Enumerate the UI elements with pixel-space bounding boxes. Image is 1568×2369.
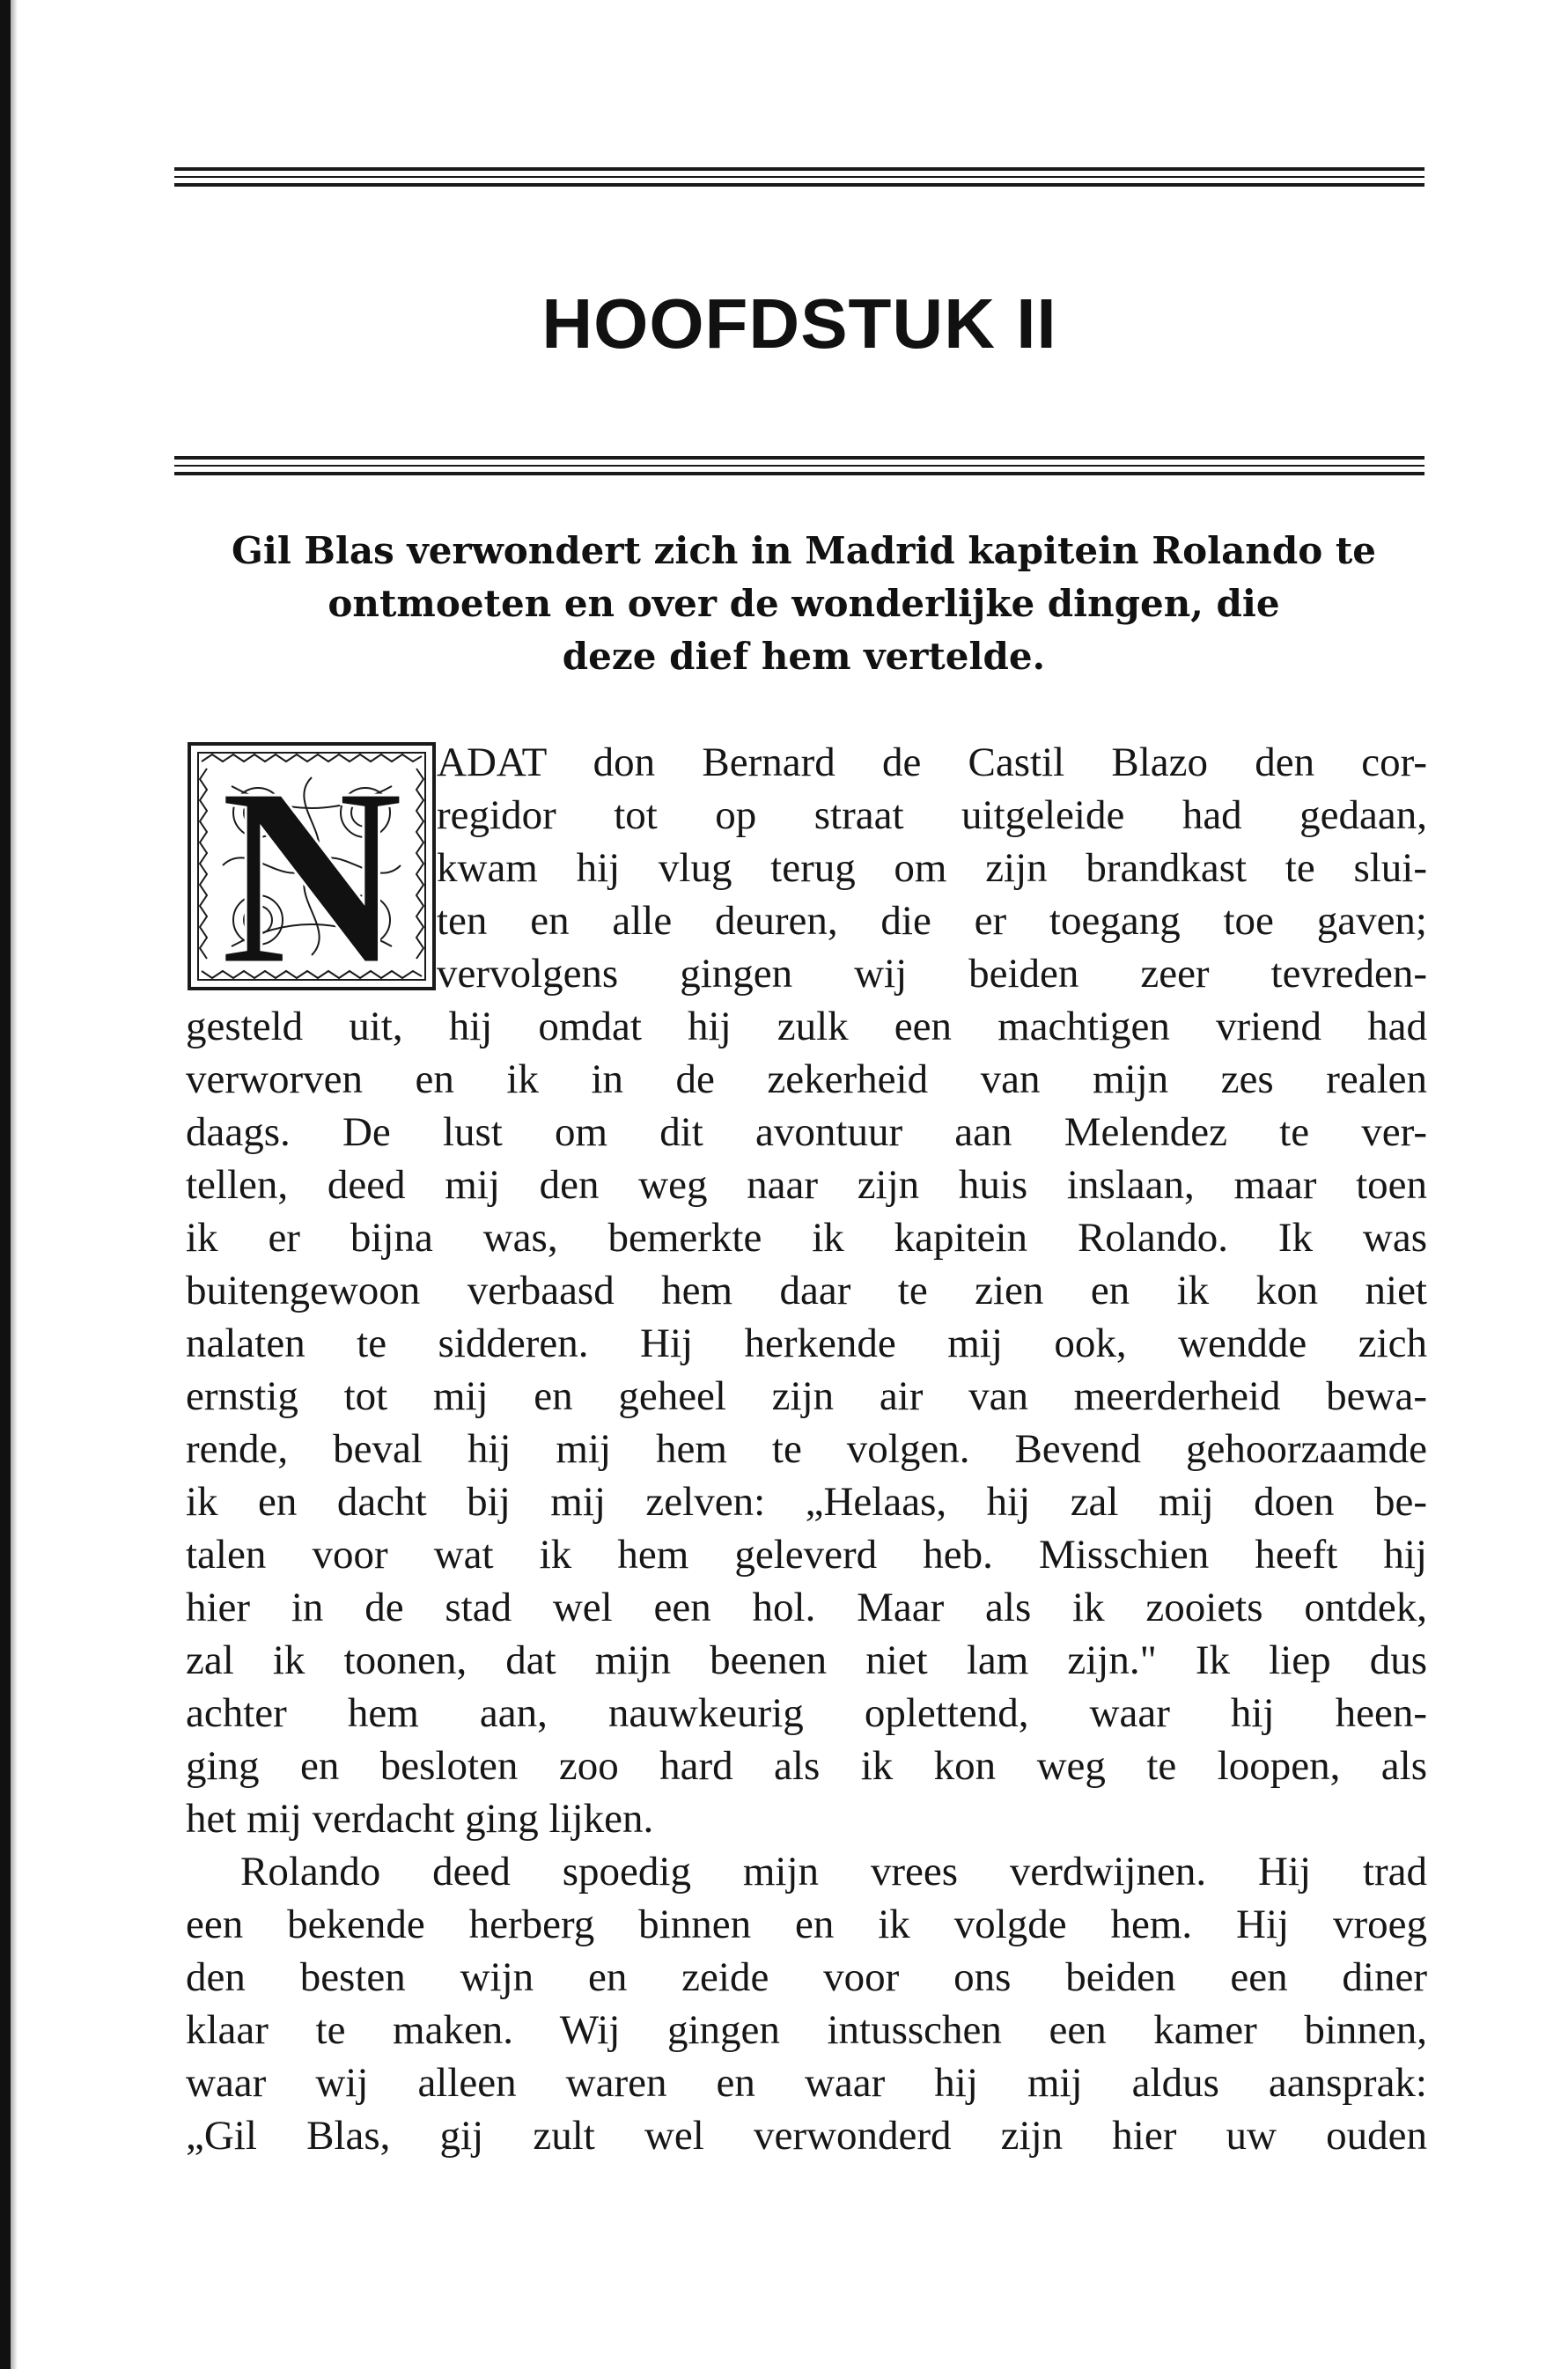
body-line: ging en besloten zoo hard als ik kon weg te loopen, als [186, 1743, 1427, 1789]
body-line: hier in de stad wel een hol. Maar als ik zooiets ontdek, [186, 1585, 1427, 1630]
body-line: ADAT don Bernard de Castil Blazo den cor- [437, 739, 1427, 785]
body-line: ernstig tot mij en geheel zijn air van meerderheid bewa- [186, 1373, 1427, 1419]
body-line: klaar te maken. Wij gingen intusschen een kamer binnen, [186, 2007, 1427, 2053]
body-line: rende, beval hij mij hem te volgen. Bevend gehoorzaamde [186, 1426, 1427, 1472]
body-line: „Gil Blas, gij zult wel verwonderd zijn hier uw ouden [186, 2113, 1427, 2159]
chapter-summary-line: deze dief hem vertelde. [562, 635, 1046, 678]
body-line: den besten wijn en zeide voor ons beiden een diner [186, 1954, 1427, 2000]
body-line: vervolgens gingen wij beiden zeer tevreden- [437, 951, 1427, 997]
body-line: het mij verdacht ging lijken. [186, 1796, 654, 1842]
chapter-title: HOOFDSTUK II [541, 284, 1057, 363]
body-line: waar wij alleen waren en waar hij mij aldus aansprak: [186, 2060, 1427, 2106]
body-line: gesteld uit, hij omdat hij zulk een machtigen vriend had [186, 1004, 1427, 1049]
body-line: ik en dacht bij mij zelven: „Helaas, hij zal mij doen be- [186, 1479, 1427, 1525]
bottom-ornamental-rule [174, 456, 1424, 482]
body-line: talen voor wat ik hem geleverd heb. Misschien heeft hij [186, 1532, 1427, 1578]
body-line: regidor tot op straat uitgeleide had gedaan, [437, 792, 1427, 838]
body-line: ten en alle deuren, die er toegang toe gaven; [437, 898, 1427, 944]
body-line: Rolando deed spoedig mijn vrees verdwijnen. Hij trad [240, 1849, 1427, 1894]
body-line: buitengewoon verbaasd hem daar te zien en ik kon niet [186, 1268, 1427, 1313]
drop-cap-letter: N [219, 742, 404, 990]
book-spine-shadow [0, 0, 11, 2369]
body-line: ik er bijna was, bemerkte ik kapitein Rolando. Ik was [186, 1215, 1427, 1261]
body-line: kwam hij vlug terug om zijn brandkast te slui- [437, 845, 1427, 891]
body-line: tellen, deed mij den weg naar zijn huis inslaan, maar toen [186, 1162, 1427, 1208]
body-line: een bekende herberg binnen en ik volgde hem. Hij vroeg [186, 1902, 1427, 1947]
chapter-summary [183, 525, 1424, 683]
body-line: zal ik toonen, dat mijn beenen niet lam zijn." Ik liep dus [186, 1637, 1427, 1683]
top-ornamental-rule [174, 167, 1424, 194]
body-text [186, 736, 1427, 2162]
body-line: nalaten te sidderen. Hij herkende mij ook, wendde zich [186, 1321, 1427, 1366]
book-spine-fade [11, 0, 18, 2369]
body-line: verworven en ik in de zekerheid van mijn zes realen [186, 1056, 1427, 1102]
body-line: daags. De lust om dit avontuur aan Melendez te ver- [186, 1109, 1427, 1155]
chapter-summary-line: Gil Blas verwondert zich in Madrid kapitein Rolando te [232, 529, 1376, 572]
chapter-summary-line: ontmoeten en over de wonderlijke dingen, die [328, 582, 1280, 625]
body-line: achter hem aan, nauwkeurig oplettend, waar hij heen- [186, 1690, 1427, 1736]
